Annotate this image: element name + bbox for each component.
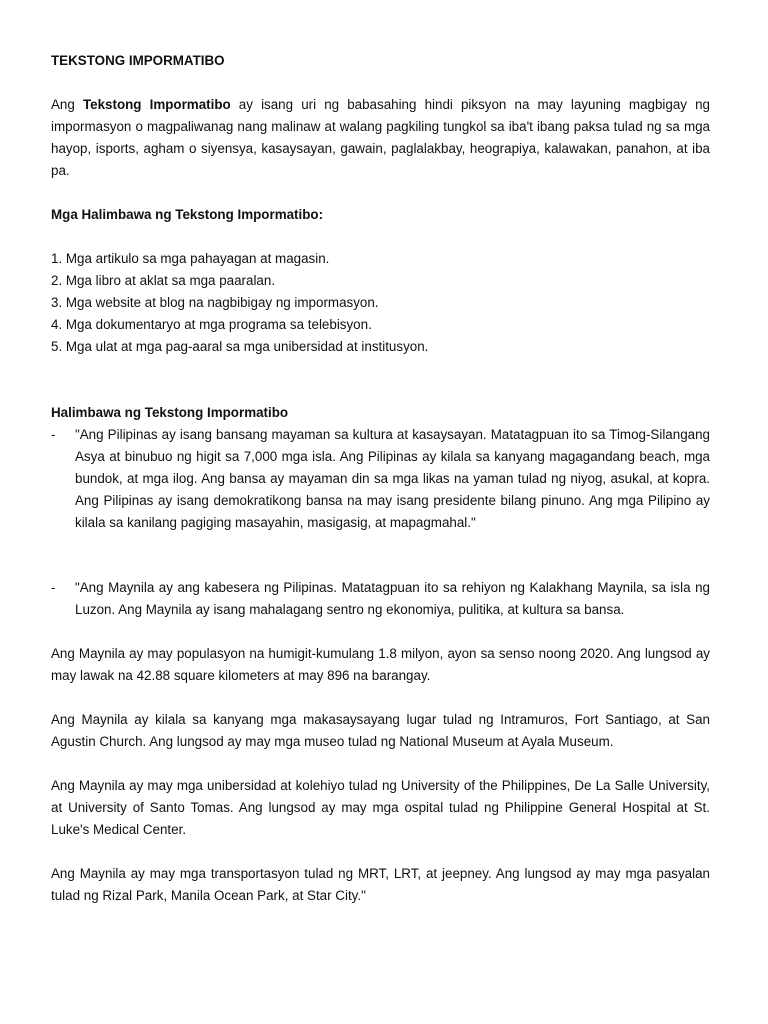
examples-heading: Mga Halimbawa ng Tekstong Impormatibo:: [51, 207, 324, 222]
spacer: [51, 72, 710, 94]
spacer: [51, 621, 710, 643]
spacer: [51, 841, 710, 863]
manila-paragraph-landmarks: Ang Maynila ay kilala sa kanyang mga makasaysayang lugar tulad ng Intramuros, Fort Santiago, at San Agustin Church. Ang lungsod ay may mga museo tulad ng National Museum at Ayala Museum.: [51, 712, 710, 749]
manila-paragraph-population: Ang Maynila ay may populasyon na humigit-kumulang 1.8 milyon, ayon sa senso noong 2020. Ang lungsod ay may lawak na 42.88 square kilometers at may 896 na barangay.: [51, 646, 710, 683]
spacer: [51, 753, 710, 775]
sample-1-text: "Ang Pilipinas ay isang bansang mayaman sa kultura at kasaysayan. Matatagpuan ito sa Timog-Silangang Asya at binubuo ng higit sa 7,000 mga isla. Ang Pilipinas ay kilala sa kanyang magagandang beach, mga bundok, at mga ilog. Ang bansa ay mayaman din sa mga likas na yaman tulad ng niyog, asukal, at kopra. Ang Pilipinas ay isang demokratikong bansa na may isang presidente bilang pinuno. Ang mga Pilipino ay kilala sa kanilang pagiging masayahin, masigasig, at mapagmahal.": [75, 427, 710, 530]
intro-prefix: Ang: [51, 97, 83, 112]
list-item: 1. Mga artikulo sa mga pahayagan at magasin.: [51, 251, 330, 266]
list-item: 4. Mga dokumentaryo at mga programa sa telebisyon.: [51, 317, 372, 332]
document-title: TEKSTONG IMPORMATIBO: [51, 53, 225, 68]
list-item: 3. Mga website at blog na nagbibigay ng impormasyon.: [51, 295, 379, 310]
intro-bold-term: Tekstong Impormatibo: [82, 97, 231, 112]
sample-1: [51, 424, 710, 534]
sample-2: [51, 577, 710, 621]
spacer: [51, 358, 710, 402]
manila-paragraph-universities: Ang Maynila ay may mga unibersidad at kolehiyo tulad ng University of the Philippines, De La Salle University, at University of Santo Tomas. Ang lungsod ay may mga ospital tulad ng Philippine General Hospital at St. Luke's Medical Center.: [51, 778, 710, 837]
spacer: [51, 534, 710, 577]
dash-marker: -: [51, 580, 56, 595]
sample-heading: Halimbawa ng Tekstong Impormatibo: [51, 405, 289, 420]
intro-paragraph: [51, 94, 710, 182]
document-page: [51, 50, 710, 907]
spacer: [51, 182, 710, 204]
list-item: 2. Mga libro at aklat sa mga paaralan.: [51, 273, 276, 288]
spacer: [51, 687, 710, 709]
spacer: [51, 226, 710, 248]
list-item: 5. Mga ulat at mga pag-aaral sa mga unibersidad at institusyon.: [51, 339, 429, 354]
dash-marker: -: [51, 427, 56, 442]
sample-2-text: "Ang Maynila ay ang kabesera ng Pilipinas. Matatagpuan ito sa rehiyon ng Kalakhang Maynila, sa isla ng Luzon. Ang Maynila ay isang mahalagang sentro ng ekonomiya, pulitika, at kultura sa bansa.: [75, 580, 710, 617]
intro-rest: ay isang uri ng babasahing hindi piksyon na may layuning magbigay ng impormasyon o magpaliwanag nang malinaw at walang pagkiling tungkol sa iba't ibang paksa tulad ng sa mga hayop, isports, agham o siyensya, kasaysayan, gawain, paglalakbay, heograpiya, kalawakan, panahon, at iba pa.: [51, 97, 711, 178]
manila-paragraph-transport: Ang Maynila ay may mga transportasyon tulad ng MRT, LRT, at jeepney. Ang lungsod ay may mga pasyalan tulad ng Rizal Park, Manila Ocean Park, at Star City.": [51, 866, 710, 903]
